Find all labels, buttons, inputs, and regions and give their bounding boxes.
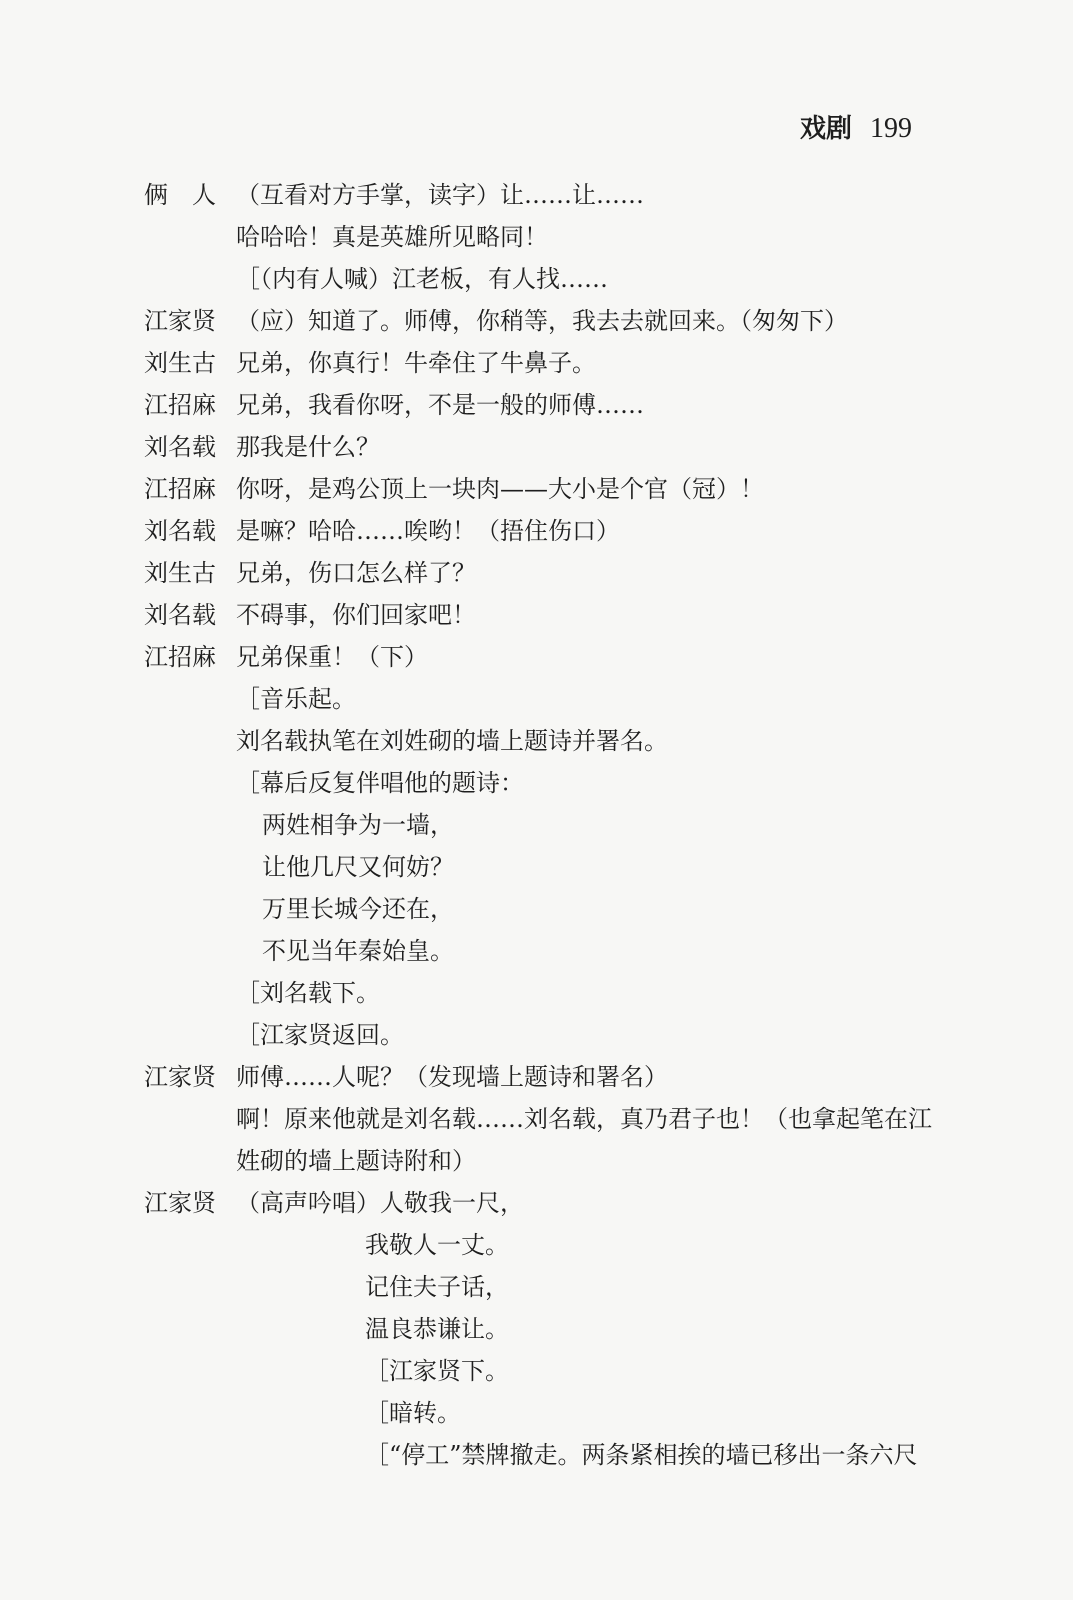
line-text: 兄弟，你真行！牛牵住了牛鼻子。: [236, 349, 596, 377]
speaker-name: 俩 人: [144, 181, 216, 209]
speaker-name: 刘名载: [144, 601, 216, 629]
running-header: [800, 108, 940, 145]
speaker-name: 刘生古: [144, 349, 216, 377]
line-text: 不见当年秦始皇。: [262, 937, 454, 965]
line-text: ［江家贤返回。: [236, 1021, 404, 1049]
line-text: 姓砌的墙上题诗附和）: [236, 1147, 476, 1175]
page-number: 199: [870, 113, 913, 144]
section-title: 戏剧: [800, 114, 853, 144]
line-text: ［暗转。: [365, 1399, 461, 1427]
speaker-name: 刘生古: [144, 559, 216, 587]
speaker-name: 江招麻: [144, 391, 216, 419]
line-text: （高声吟唱）人敬我一尺，: [236, 1189, 524, 1217]
line-text: 你呀，是鸡公顶上一块肉——大小是个官（冠）！: [236, 475, 764, 503]
line-text: 温良恭谦让。: [365, 1315, 509, 1343]
line-text: （应）知道了。师傅，你稍等，我去去就回来。（匆匆下）: [236, 307, 848, 335]
line-text: （互看对方手掌，读字）让……让……: [236, 181, 644, 209]
line-text: 啊！原来他就是刘名载……刘名载，真乃君子也！（也拿起笔在江: [236, 1105, 932, 1133]
speaker-name: 江家贤: [144, 1063, 216, 1091]
line-text: 兄弟保重！（下）: [236, 643, 428, 671]
speaker-name: 江招麻: [144, 643, 216, 671]
line-text: 让他几尺又何妨？: [262, 853, 454, 881]
line-text: 记住夫子话，: [365, 1273, 509, 1301]
line-text: ［江家贤下。: [365, 1357, 509, 1385]
line-text: ［（内有人喊）江老板，有人找……: [236, 265, 608, 293]
line-text: 我敬人一丈。: [365, 1231, 509, 1259]
line-text: 两姓相争为一墙，: [262, 811, 454, 839]
line-text: 兄弟，伤口怎么样了？: [236, 559, 476, 587]
line-text: ［“停工”禁牌撤走。两条紧相挨的墙已移出一条六尺: [365, 1441, 918, 1469]
line-text: 哈哈哈！真是英雄所见略同！: [236, 223, 548, 251]
line-text: 那我是什么？: [236, 433, 380, 461]
line-text: ［幕后反复伴唱他的题诗：: [236, 769, 524, 797]
line-text: 刘名载执笔在刘姓砌的墙上题诗并署名。: [236, 727, 668, 755]
speaker-name: 刘名载: [144, 433, 216, 461]
line-text: 兄弟，我看你呀，不是一般的师傅……: [236, 391, 644, 419]
line-text: 师傅……人呢？（发现墙上题诗和署名）: [236, 1063, 668, 1091]
line-text: ［音乐起。: [236, 685, 356, 713]
speaker-name: 江家贤: [144, 307, 216, 335]
line-text: 万里长城今还在，: [262, 895, 454, 923]
speaker-name: 江家贤: [144, 1189, 216, 1217]
line-text: 不碍事，你们回家吧！: [236, 601, 476, 629]
speaker-name: 刘名载: [144, 517, 216, 545]
speaker-name: 江招麻: [144, 475, 216, 503]
line-text: 是嘛？哈哈……唉哟！（捂住伤口）: [236, 517, 620, 545]
line-text: ［刘名载下。: [236, 979, 380, 1007]
